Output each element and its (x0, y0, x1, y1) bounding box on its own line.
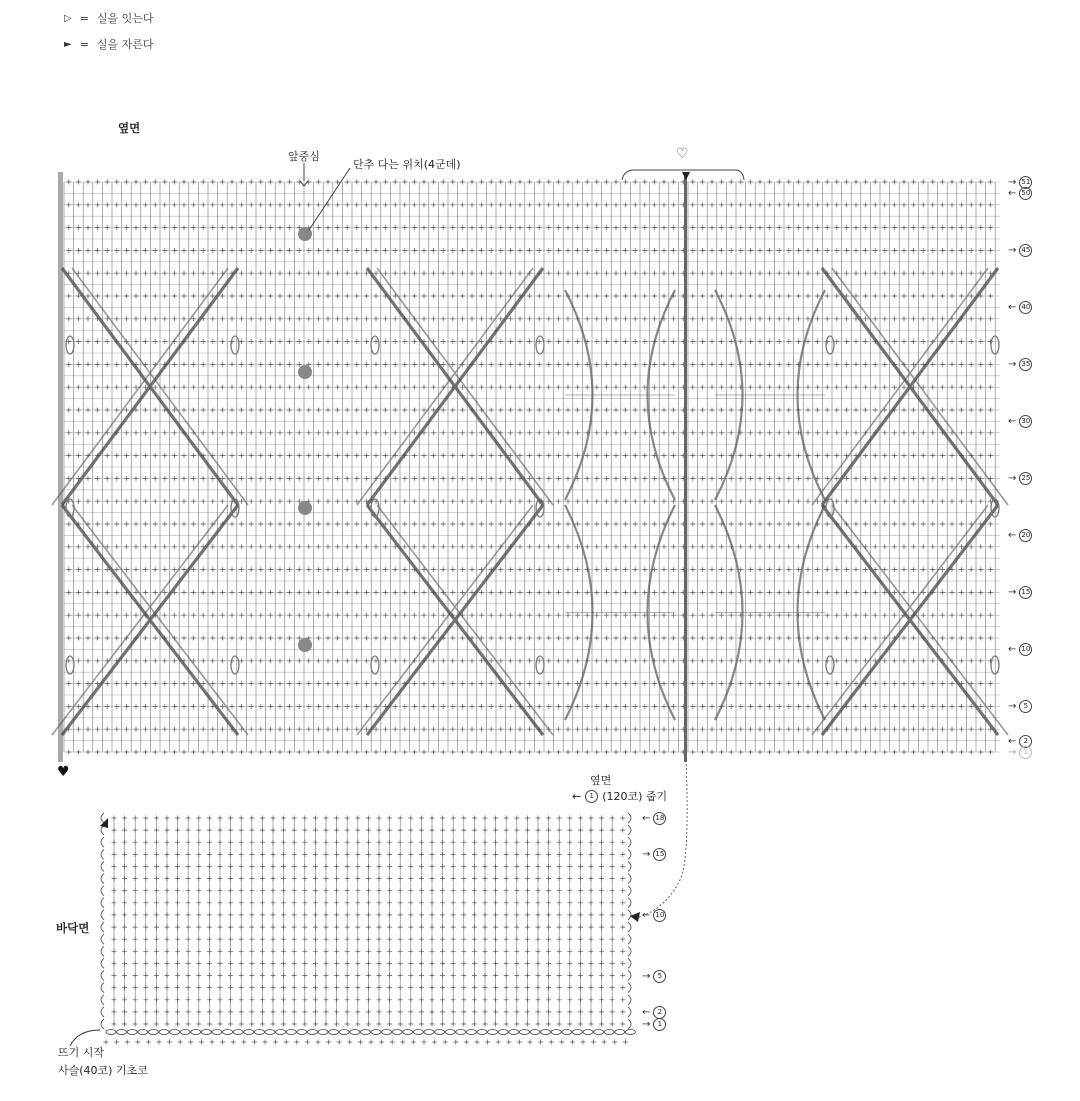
bobble-stitch (371, 336, 379, 354)
row-number: 2 (653, 1006, 666, 1019)
row-number: 15 (653, 848, 666, 861)
start-curve (70, 1030, 100, 1046)
bobble-stitch (371, 656, 379, 674)
row-number: 51 (1019, 176, 1032, 189)
arrow-icon: → (1008, 245, 1017, 257)
arrow-icon: ← (642, 1006, 651, 1018)
row-number: 10 (653, 909, 666, 922)
row-number: 5 (1019, 700, 1032, 713)
top-row-lines (64, 182, 1000, 752)
foundation-chain (106, 1029, 635, 1034)
connector-arrowhead (630, 912, 640, 922)
arrow-icon: → (1008, 747, 1017, 758)
row-number: 30 (1019, 415, 1032, 428)
heart-filled-icon: ♥ (57, 764, 70, 780)
bobble-stitch (826, 336, 834, 354)
legend-eq: = (79, 37, 89, 51)
arrow-icon: ← (1008, 735, 1017, 747)
row-number: 2 (1019, 735, 1032, 748)
connector-dotted-line (636, 760, 687, 918)
row-number: 40 (1019, 301, 1032, 314)
button-position-dot (298, 638, 312, 652)
bobble-stitch (66, 656, 74, 674)
cable-x-lower-0 (62, 505, 238, 735)
button-position-dot (298, 501, 312, 515)
pickup-label: (120코) 줍기 (602, 790, 668, 803)
row-number: 15 (1019, 586, 1032, 599)
bobble-stitch (231, 656, 239, 674)
side-panel-label: 옆면 (118, 121, 141, 135)
arrow-icon: ← (642, 813, 651, 824)
legend-eq: = (79, 11, 89, 25)
row-number: 45 (1019, 244, 1032, 257)
cable-x-lower-2 (822, 505, 998, 735)
bottom-panel-label: 바닥면 (56, 921, 90, 935)
bobble-stitch (536, 656, 544, 674)
arrow-icon: ← (642, 909, 651, 921)
arrow-icon: ← (1008, 188, 1017, 200)
row-number: 1 (1019, 746, 1032, 759)
bottom-stitch-columns (114, 818, 612, 1024)
bobble-stitch (66, 336, 74, 354)
button-position-dot (298, 365, 312, 379)
left-edge-bar (58, 172, 63, 762)
arrow-left-icon: ← (572, 789, 582, 803)
arrow-icon: → (1008, 177, 1017, 188)
bobble-stitch (231, 336, 239, 354)
chain-label: 사슬(40코) 기초코 (58, 1064, 148, 1077)
arrow-icon: → (642, 1019, 651, 1030)
arrow-icon: ← (1008, 644, 1017, 656)
arrow-icon: → (1008, 359, 1017, 371)
filled-triangle-icon: ► (64, 38, 72, 50)
row-number: 5 (653, 970, 666, 983)
legend-text: 실을 잇는다 (96, 12, 154, 25)
row-number: 20 (1019, 529, 1032, 542)
row-number: 25 (1019, 472, 1032, 485)
arrow-icon: → (1008, 473, 1017, 485)
row-number: 50 (1019, 187, 1032, 200)
arrow-icon: → (1008, 587, 1017, 599)
front-center-line (684, 172, 687, 762)
foundation-plus-row (104, 1040, 628, 1045)
front-center-label: 앞중심 (288, 150, 320, 163)
arrow-icon: ← (1008, 530, 1017, 542)
bobble-stitch (826, 656, 834, 674)
arrow-icon: → (642, 970, 651, 982)
pickup-circle: 1 (585, 790, 598, 803)
arrow-icon: ← (1008, 302, 1017, 314)
cable-x-lower-1 (367, 505, 543, 735)
heart-open-icon: ♡ (676, 146, 689, 162)
arrow-icon: ← (1008, 416, 1017, 428)
button-leader-line (309, 168, 350, 230)
arrow-icon: → (1008, 701, 1017, 713)
repeat-bracket (622, 170, 744, 180)
row-number: 10 (1019, 643, 1032, 656)
filled-triangle-marker (682, 172, 690, 180)
bottom-side-label: 옆면 (590, 774, 612, 787)
row-number: 1 (653, 1018, 666, 1031)
legend-text: 실을 자른다 (96, 38, 154, 51)
bottom-turning-chains (101, 813, 631, 1029)
bobble-stitch (536, 336, 544, 354)
start-label: 뜨기 시작 (58, 1046, 105, 1059)
row-number: 18 (653, 812, 666, 825)
button-position-label: 단추 다는 위치(4군데) (353, 158, 461, 171)
cable-x-upper-0 (62, 268, 238, 505)
cable-x-upper-2 (822, 268, 998, 505)
row-number: 35 (1019, 358, 1032, 371)
cable-x-upper-1 (367, 268, 543, 505)
arrow-icon: → (642, 849, 651, 861)
open-triangle-icon: ▷ (64, 12, 72, 24)
